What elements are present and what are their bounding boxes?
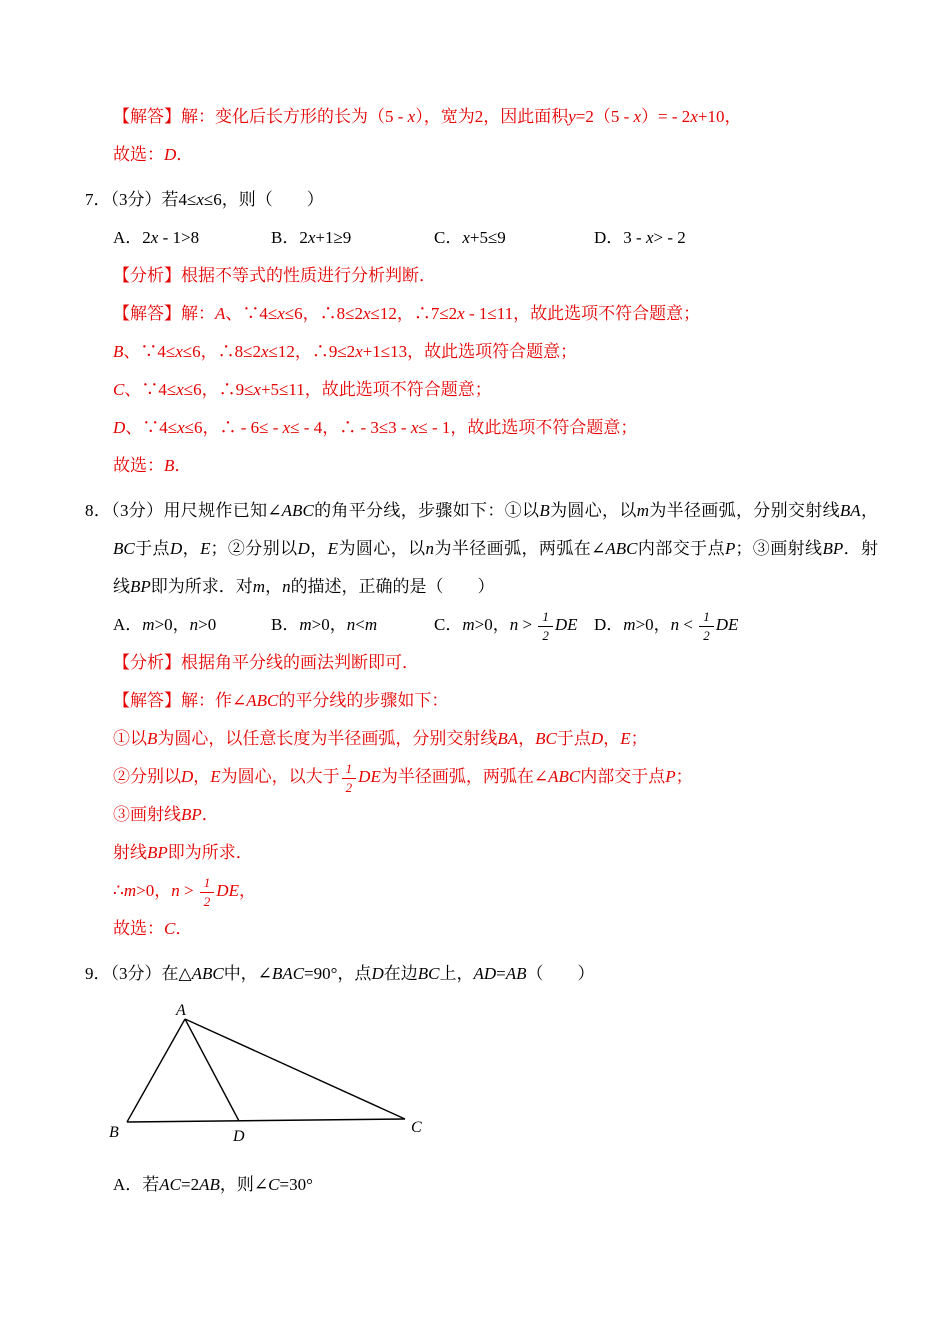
- option-D: [594, 606, 738, 644]
- math-variable: DE: [715, 615, 739, 634]
- text-run: ≤6，∴ - 6≤ -: [184, 418, 283, 437]
- question-9: [85, 955, 878, 993]
- text-line: [85, 98, 878, 136]
- text-run: 【解答】解：: [113, 304, 215, 323]
- text-run: 在边: [383, 964, 418, 983]
- text-run: >0，: [154, 615, 190, 634]
- math-variable: C: [268, 1175, 280, 1194]
- text-line: [85, 796, 878, 834]
- triangle-figure: [105, 1001, 878, 1154]
- text-run: 即为所求．对: [150, 577, 253, 596]
- math-variable: BP: [822, 539, 844, 558]
- math-variable: C: [164, 919, 176, 938]
- text-run: 为半径画弧，分别交射线: [649, 501, 840, 520]
- text-run: >0，: [311, 615, 347, 634]
- text-run: 【解答】解：变化后长方形的长为（5 -: [113, 107, 408, 126]
- math-variable: x: [282, 418, 291, 437]
- text-run: +1≥9: [315, 228, 352, 247]
- text-line: [85, 644, 878, 682]
- text-run: 为圆心，以大于: [220, 767, 340, 786]
- math-variable: ABC: [191, 964, 224, 983]
- text-line: [85, 720, 878, 758]
- math-variable: D: [181, 767, 194, 786]
- text-run: =30°: [279, 1175, 313, 1194]
- text-run: 故选：: [113, 919, 164, 938]
- text-run: 为圆心，以: [338, 539, 426, 558]
- math-variable: D: [590, 729, 604, 748]
- math-variable: BC: [535, 729, 557, 748]
- text-run: =2（5 -: [575, 107, 634, 126]
- text-run: 上，: [439, 964, 474, 983]
- math-variable: x: [277, 304, 285, 323]
- math-variable: D: [113, 418, 126, 437]
- math-variable: BP: [130, 577, 151, 596]
- text-run: A．2: [113, 228, 151, 247]
- text-run: 9．（3分）在△: [85, 964, 192, 983]
- text-line: [85, 136, 878, 174]
- math-variable: x: [150, 228, 159, 247]
- option-B: [271, 606, 434, 644]
- math-variable: x: [175, 342, 183, 361]
- text-run: ≤ - 1，故此选项不符合题意；: [418, 418, 638, 437]
- text-run: 【分析】根据角平分线的画法判断即可．: [113, 653, 419, 672]
- math-variable: E: [327, 539, 339, 558]
- math-variable: x: [176, 380, 184, 399]
- options-row: [85, 219, 878, 257]
- text-run: =90°，点: [304, 964, 372, 983]
- text-line: [85, 333, 878, 371]
- math-variable: D: [371, 964, 384, 983]
- text-run: ．: [201, 805, 219, 824]
- text-run: B．2: [271, 228, 308, 247]
- text-run: 的角平分线，步骤如下：①以: [313, 501, 540, 520]
- text-run: 的平分线的步骤如下：: [278, 691, 449, 710]
- math-variable: ABC: [281, 501, 314, 520]
- math-variable: m: [623, 615, 636, 634]
- text-run: 为半径画弧，两弧在∠: [434, 539, 606, 558]
- text-run: ，则∠: [219, 1175, 269, 1194]
- text-run: ≤6，∴8≤2: [284, 304, 363, 323]
- fraction: [538, 609, 553, 643]
- math-variable: n: [189, 615, 199, 634]
- math-variable: E: [210, 767, 221, 786]
- fraction-denominator: 2: [345, 779, 353, 795]
- text-run: +5≤9: [469, 228, 506, 247]
- text-run: 8．（3分）用尺规作已知∠: [85, 501, 282, 520]
- text-line: [85, 295, 878, 333]
- text-run: 故选：: [113, 145, 164, 164]
- text-run: +1≤13，故此选项符合题意；: [362, 342, 578, 361]
- text-run: 为圆心，以任意长度为半径画弧，分别交射线: [157, 729, 498, 748]
- text-run: ；③画射线: [735, 539, 823, 558]
- text-run: （ ）: [526, 964, 595, 983]
- text-run: ，: [182, 539, 201, 558]
- text-line: [85, 872, 878, 910]
- text-line: [85, 371, 878, 409]
- option-A: [113, 606, 271, 644]
- math-variable: D: [164, 145, 177, 164]
- text-line: [85, 682, 878, 720]
- edge-ac: [185, 1019, 405, 1119]
- text-run: 、∵4≤: [125, 418, 178, 437]
- math-variable: DE: [554, 615, 578, 634]
- text-run: +10，: [697, 107, 742, 126]
- edge-ad: [185, 1019, 239, 1121]
- triangle-svg: [105, 1001, 435, 1149]
- text-run: A．若: [113, 1175, 160, 1194]
- fraction-numerator: 1: [699, 609, 714, 627]
- math-variable: x: [410, 418, 419, 437]
- text-run: >0: [198, 615, 217, 634]
- math-variable: C: [113, 380, 125, 399]
- vertex-label-d: D: [233, 1128, 245, 1145]
- text-run: ，: [860, 501, 879, 520]
- text-run: +5≤11，故此选项不符合题意；: [260, 380, 492, 399]
- math-variable: n: [282, 577, 291, 596]
- fraction-numerator: 1: [342, 761, 357, 779]
- fraction-denominator: 2: [703, 627, 710, 643]
- text-run: 内部交于点: [637, 539, 725, 558]
- math-variable: A: [215, 304, 226, 323]
- edge-bc: [127, 1119, 405, 1122]
- math-variable: m: [142, 615, 155, 634]
- text-line: [85, 447, 878, 485]
- math-variable: y: [568, 107, 576, 126]
- math-variable: DE: [358, 767, 381, 786]
- text-run: 、∵4≤: [124, 380, 177, 399]
- math-variable: m: [364, 615, 378, 634]
- math-variable: x: [196, 190, 204, 209]
- text-run: 于点: [134, 539, 170, 558]
- text-run: 为半径画弧，两弧在∠: [380, 767, 549, 786]
- text-run: D．: [594, 615, 624, 634]
- math-variable: x: [690, 107, 698, 126]
- text-run: ①以: [113, 729, 147, 748]
- text-run: >: [518, 615, 537, 634]
- math-variable: x: [260, 342, 269, 361]
- math-variable: BP: [181, 805, 202, 824]
- text-run: ∴: [113, 881, 124, 900]
- document-body-top: [85, 98, 878, 993]
- math-variable: BC: [113, 539, 135, 558]
- math-variable: AC: [159, 1175, 182, 1194]
- math-variable: ABC: [246, 691, 279, 710]
- text-run: ．: [174, 456, 192, 475]
- math-variable: x: [462, 228, 470, 247]
- math-variable: P: [665, 767, 676, 786]
- text-run: ．: [176, 145, 194, 164]
- option-C: [434, 606, 594, 644]
- math-variable: x: [177, 418, 185, 437]
- text-run: <: [355, 615, 365, 634]
- text-run: ，: [309, 539, 328, 558]
- document-body-bottom: [85, 1166, 878, 1204]
- math-variable: x: [645, 228, 654, 247]
- math-variable: BP: [147, 843, 168, 862]
- math-variable: m: [252, 577, 266, 596]
- math-variable: E: [200, 539, 211, 558]
- math-variable: m: [299, 615, 312, 634]
- text-run: 为圆心，以: [549, 501, 637, 520]
- text-run: > - 2: [653, 228, 686, 247]
- text-run: ≤12，∴9≤2: [268, 342, 356, 361]
- text-run: ≤12，∴7≤2: [370, 304, 458, 323]
- math-variable: B: [539, 501, 550, 520]
- text-run: ；: [630, 729, 648, 748]
- text-run: ≤6，则（ ）: [203, 190, 324, 209]
- text-line: [85, 834, 878, 872]
- math-variable: BC: [417, 964, 440, 983]
- vertex-label-c: C: [411, 1119, 422, 1136]
- text-run: 【分析】根据不等式的性质进行分析判断．: [113, 266, 436, 285]
- text-run: - 1>8: [158, 228, 200, 247]
- option-C: [434, 219, 594, 257]
- option-A: [113, 219, 271, 257]
- text-run: 故选：: [113, 456, 164, 475]
- text-run: B．: [271, 615, 300, 634]
- math-variable: x: [362, 304, 371, 323]
- text-run: ）= - 2: [641, 107, 691, 126]
- math-variable: B: [147, 729, 158, 748]
- vertex-label-b: B: [109, 1124, 119, 1141]
- text-run: 于点: [556, 729, 591, 748]
- text-run: ，: [193, 767, 211, 786]
- math-variable: AB: [505, 964, 527, 983]
- text-run: ≤6，∴8≤2: [182, 342, 261, 361]
- math-variable: n: [346, 615, 356, 634]
- fraction-denominator: 2: [542, 627, 549, 643]
- math-variable: n: [171, 881, 180, 900]
- text-line: [85, 910, 878, 948]
- math-variable: D: [169, 539, 183, 558]
- text-run: ；: [675, 767, 693, 786]
- option-B: [271, 219, 434, 257]
- text-run: >0，: [635, 615, 671, 634]
- text-run: 7．（3分）若4≤: [85, 190, 197, 209]
- text-run: ，: [265, 577, 283, 596]
- math-variable: m: [636, 501, 649, 520]
- text-run: 的描述，正确的是（ ）: [290, 577, 495, 596]
- edge-ab: [127, 1019, 185, 1122]
- text-run: ，: [603, 729, 621, 748]
- fraction: [699, 609, 714, 643]
- text-run: 内部交于点: [580, 767, 666, 786]
- text-run: <: [679, 615, 698, 634]
- fraction-numerator: 1: [538, 609, 553, 627]
- math-variable: x: [633, 107, 642, 126]
- text-line: [85, 257, 878, 295]
- options-row: [85, 606, 878, 644]
- text-run: A．: [113, 615, 143, 634]
- math-variable: E: [620, 729, 631, 748]
- fraction: [342, 761, 357, 795]
- fraction-numerator: 1: [200, 875, 215, 893]
- text-run: 【解答】解：作∠: [113, 691, 247, 710]
- text-run: ③画射线: [113, 805, 181, 824]
- math-variable: x: [253, 380, 261, 399]
- math-variable: B: [113, 342, 124, 361]
- math-variable: DE: [216, 881, 239, 900]
- text-run: ），宽为2，因此面积: [415, 107, 569, 126]
- question-8: [85, 492, 878, 606]
- text-line: [85, 758, 878, 796]
- text-run: 、∵4≤: [123, 342, 176, 361]
- text-run: ；②分别以: [210, 539, 298, 558]
- text-run: 射线: [113, 843, 147, 862]
- math-variable: AD: [473, 964, 497, 983]
- math-variable: x: [307, 228, 316, 247]
- math-variable: n: [425, 539, 435, 558]
- text-run: >0，: [136, 881, 172, 900]
- math-variable: AB: [199, 1175, 220, 1194]
- question-7: [85, 181, 878, 219]
- math-variable: x: [355, 342, 363, 361]
- fraction-denominator: 2: [203, 893, 211, 909]
- text-line: [85, 409, 878, 447]
- math-variable: B: [164, 456, 175, 475]
- text-run: D．3 -: [594, 228, 646, 247]
- math-variable: BA: [497, 729, 519, 748]
- text-run: =: [496, 964, 506, 983]
- text-run: ②分别以: [113, 767, 181, 786]
- math-variable: x: [457, 304, 465, 323]
- math-variable: m: [462, 615, 475, 634]
- text-run: C．: [434, 615, 463, 634]
- text-run: C．: [434, 228, 463, 247]
- text-run: - 1≤11，故此选项不符合题意；: [464, 304, 701, 323]
- math-variable: m: [123, 881, 137, 900]
- math-variable: BAC: [271, 964, 305, 983]
- vertex-label-a: A: [176, 1002, 186, 1019]
- text-run: 、∵4≤: [225, 304, 278, 323]
- math-variable: BA: [839, 501, 861, 520]
- text-run: >0，: [474, 615, 510, 634]
- math-variable: n: [670, 615, 680, 634]
- text-run: ．射线: [113, 539, 879, 596]
- option-D: [594, 219, 686, 257]
- text-run: ，: [518, 729, 536, 748]
- text-line: [85, 1166, 878, 1204]
- text-run: ≤6，∴9≤: [183, 380, 254, 399]
- text-run: 中，∠: [223, 964, 272, 983]
- text-run: ≤ - 4，∴ - 3≤3 -: [290, 418, 411, 437]
- math-variable: D: [297, 539, 310, 558]
- math-variable: ABC: [548, 767, 581, 786]
- text-run: ，: [238, 881, 256, 900]
- math-variable: x: [407, 107, 416, 126]
- text-run: 即为所求．: [167, 843, 253, 862]
- text-run: =2: [181, 1175, 200, 1194]
- fraction: [200, 875, 215, 909]
- math-variable: n: [509, 615, 519, 634]
- text-run: >: [179, 881, 198, 900]
- math-variable: P: [725, 539, 736, 558]
- text-run: ．: [175, 919, 193, 938]
- math-variable: ABC: [605, 539, 638, 558]
